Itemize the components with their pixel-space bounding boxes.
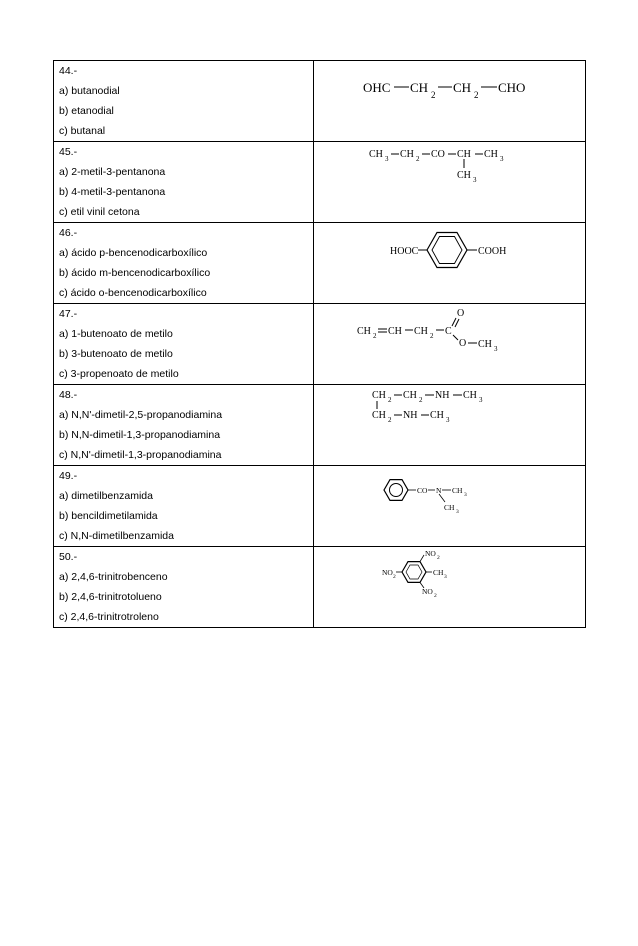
option-b: b) N,N-dimetil-1,3-propanodiamina	[59, 429, 221, 441]
formula-subscript: 2	[373, 332, 377, 340]
question-number: 45.-	[59, 146, 78, 158]
formula-subscript: 3	[456, 509, 459, 515]
formula-text: CH	[372, 390, 386, 401]
formula-text: CH	[410, 80, 429, 95]
formula-text: CH	[403, 390, 417, 401]
question-cell	[54, 466, 314, 547]
structure-50	[314, 547, 585, 627]
question-number: 49.-	[59, 470, 78, 482]
formula-subscript: 2	[393, 574, 396, 580]
formula-text: CHO	[498, 80, 526, 95]
formula-text: HOOC	[390, 246, 419, 257]
formula-subscript: 2	[416, 155, 420, 163]
question-number: 44.-	[59, 65, 78, 77]
option-c: c) N,N-dimetilbenzamida	[59, 530, 174, 542]
formula-text: CO	[417, 486, 428, 495]
structure-cell	[314, 142, 586, 223]
formula-text: NH	[403, 410, 418, 421]
formula-text: O	[459, 338, 467, 349]
structure-cell	[314, 223, 586, 304]
formula-subscript: 3	[444, 574, 447, 580]
formula-text: CH	[357, 326, 371, 337]
formula-text: CH	[433, 568, 444, 577]
option-b: b) bencildimetilamida	[59, 510, 158, 522]
formula-text: CH	[478, 339, 492, 350]
formula-text: NO	[425, 549, 436, 558]
structure-cell	[314, 304, 586, 385]
formula-text: CH	[452, 486, 463, 495]
structure-47	[314, 304, 585, 384]
option-a: a) dimetilbenzamida	[59, 490, 153, 502]
question-cell	[54, 61, 314, 142]
formula-text: CH	[444, 503, 455, 512]
formula-text: CO	[431, 149, 445, 160]
formula-text: O	[457, 308, 465, 319]
question-number: 48.-	[59, 389, 78, 401]
formula-subscript: 2	[474, 90, 479, 100]
formula-subscript: 3	[479, 396, 483, 404]
option-c: c) N,N'-dimetil-1,3-propanodiamina	[59, 449, 222, 461]
formula-text: COOH	[478, 246, 507, 257]
question-row-45	[54, 142, 586, 223]
formula-text: C	[445, 326, 452, 337]
question-cell	[54, 223, 314, 304]
formula-subscript: 2	[437, 555, 440, 561]
question-number: 50.-	[59, 551, 78, 563]
formula-text: NH	[435, 390, 450, 401]
option-c: c) ácido o-bencenodicarboxílico	[59, 287, 207, 299]
formula-text: CH	[457, 170, 471, 181]
formula-subscript: 3	[385, 155, 389, 163]
structure-49	[314, 466, 585, 546]
formula-text: CH	[457, 149, 471, 160]
structure-cell	[314, 61, 586, 142]
option-c: c) 2,4,6-trinitrotroleno	[59, 611, 159, 623]
question-row-44	[54, 61, 586, 142]
question-cell	[54, 547, 314, 628]
formula-text: NO	[422, 587, 433, 596]
structure-46	[314, 223, 585, 303]
option-c: c) 3-propenoato de metilo	[59, 368, 179, 380]
option-c: c) butanal	[59, 125, 106, 137]
structure-cell	[314, 385, 586, 466]
formula-subscript: 3	[473, 176, 477, 184]
formula-text: CH	[484, 149, 498, 160]
formula-text: CH	[453, 80, 472, 95]
formula-subscript: 3	[446, 416, 450, 424]
question-table	[53, 60, 586, 628]
option-a: a) ácido p-bencenodicarboxílico	[59, 247, 208, 259]
question-cell	[54, 304, 314, 385]
option-c: c) etil vinil cetona	[59, 206, 140, 218]
formula-text: CH	[463, 390, 477, 401]
option-b: b) 2,4,6-trinitrotolueno	[59, 591, 162, 603]
option-a: a) 1-butenoato de metilo	[59, 328, 173, 340]
question-row-47	[54, 304, 586, 385]
formula-subscript: 2	[419, 396, 423, 404]
formula-text: N	[436, 486, 442, 495]
formula-subscript: 2	[434, 593, 437, 599]
option-b: b) 3-butenoato de metilo	[59, 348, 173, 360]
formula-text: CH	[372, 410, 386, 421]
formula-text: OHC	[363, 80, 391, 95]
question-cell	[54, 142, 314, 223]
option-a: a) 2,4,6-trinitrobenceno	[59, 571, 168, 583]
formula-subscript: 2	[431, 90, 436, 100]
option-b: b) ácido m-bencenodicarboxílico	[59, 267, 211, 279]
structure-48	[314, 385, 585, 465]
formula-text: CH	[369, 149, 383, 160]
formula-text: CH	[400, 149, 414, 160]
formula-subscript: 2	[388, 416, 392, 424]
structure-cell	[314, 547, 586, 628]
formula-text: NO	[382, 568, 393, 577]
question-number: 47.-	[59, 308, 78, 320]
question-row-49	[54, 466, 586, 547]
option-a: a) 2-metil-3-pentanona	[59, 166, 166, 178]
formula-subscript: 2	[388, 396, 392, 404]
formula-text: CH	[414, 326, 428, 337]
question-cell	[54, 385, 314, 466]
formula-subscript: 3	[464, 492, 467, 498]
option-b: b) 4-metil-3-pentanona	[59, 186, 166, 198]
question-number: 46.-	[59, 227, 78, 239]
formula-text: CH	[430, 410, 444, 421]
formula-subscript: 2	[430, 332, 434, 340]
option-a: a) N,N'-dimetil-2,5-propanodiamina	[59, 409, 223, 421]
structure-cell	[314, 466, 586, 547]
structure-44	[314, 61, 585, 141]
structure-45	[314, 142, 585, 222]
formula-text: CH	[388, 326, 402, 337]
formula-subscript: 3	[500, 155, 504, 163]
question-row-50	[54, 547, 586, 628]
question-row-46	[54, 223, 586, 304]
formula-subscript: 3	[494, 345, 498, 353]
option-a: a) butanodial	[59, 85, 120, 97]
question-row-48	[54, 385, 586, 466]
option-b: b) etanodial	[59, 105, 114, 117]
